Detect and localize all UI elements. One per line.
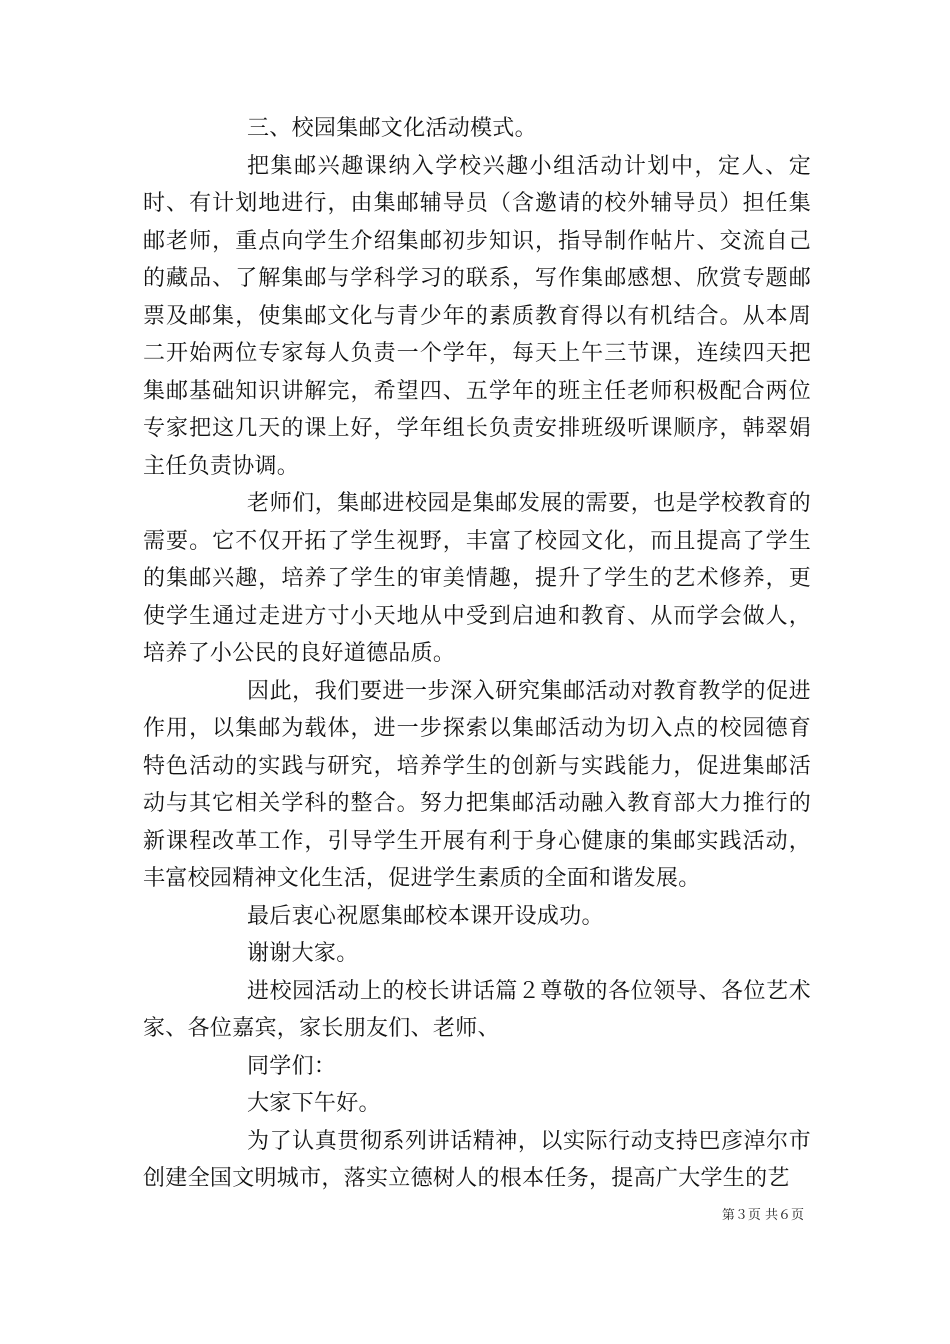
paragraph-speech-two-intro: 为了认真贯彻系列讲话精神，以实际行动支持巴彦淖尔市创建全国文明城市，落实立德树人的根本任务，提高广大学生的艺	[143, 1128, 811, 1191]
paragraph-students: 同学们：	[247, 1053, 337, 1079]
paragraph-section-three-heading: 三、校园集邮文化活动模式。	[247, 116, 537, 141]
paragraph-thanks: 谢谢大家。	[247, 941, 359, 966]
page-footer: 第３页 共６页	[721, 1208, 804, 1223]
paragraph-interest-class: 把集邮兴趣课纳入学校兴趣小组活动计划中，定人、定时、有计划地进行，由集邮辅导员（含邀请的校外辅导员）担任集邮老师，重点向学生介绍集邮初步知识，指导制作帖片、交流自己的藏品、了解集邮与学科学习的联系，写作集邮感想、欣赏专题邮票及邮集，使集邮文化与青少年的素质教育得以有机结合。从本周二开始两位专家每人负责一个学年，每天上午三节课，连续四天把集邮基础知识讲解完，希望四、五学年的班主任老师积极配合两位专家把这几天的课上好，学年组长负责安排班级听课顺序，韩翠娟主任负责协调。	[143, 153, 811, 479]
paragraph-therefore: 因此，我们要进一步深入研究集邮活动对教育教学的促进作用，以集邮为载体，进一步探索以集邮活动为切入点的校园德育特色活动的实践与研究，培养学生的创新与实践能力，促进集邮活动与其它相关学科的整合。努力把集邮活动融入教育部大力推行的新课程改革工作，引导学生开展有利于身心健康的集邮实践活动，丰富校园精神文化生活，促进学生素质的全面和谐发展。	[143, 678, 811, 891]
paragraph-good-afternoon: 大家下午好。	[247, 1091, 381, 1116]
paragraph-closing-wish: 最后衷心祝愿集邮校本课开设成功。	[247, 903, 604, 929]
paragraph-teachers: 老师们，集邮进校园是集邮发展的需要，也是学校教育的需要。它不仅开拓了学生视野，丰富了校园文化，而且提高了学生的集邮兴趣，培养了学生的审美情趣，提升了学生的艺术修养，更使学生通过走进方寸小天地从中受到启迪和教育、从而学会做人，培养了小公民的良好道德品质。	[143, 491, 811, 666]
paragraph-speech-two-greeting: 进校园活动上的校长讲话篇２尊敬的各位领导、各位艺术家、各位嘉宾，家长朋友们、老师、	[143, 978, 811, 1041]
document-body	[143, 110, 811, 1198]
